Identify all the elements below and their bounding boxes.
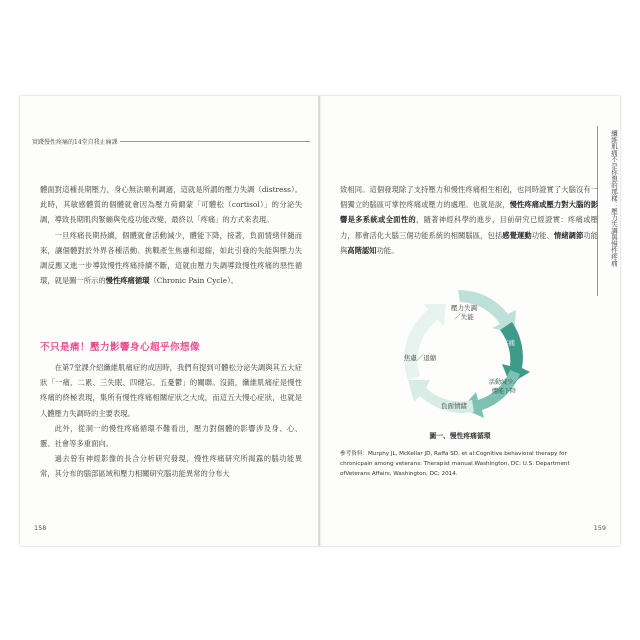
left-body-bottom (40, 360, 302, 482)
text-run: 致相同。這個發現除了支持壓力和慢性疼痛相生相剋，也同時證實了大腦沒有一個獨立的腦區可掌控疼痛或壓力的處理。也就是說， (340, 185, 598, 210)
section-heading: 不只是痛！壓力影響身心超乎你想像 (40, 342, 201, 353)
page-number: 158 (34, 524, 47, 532)
paragraph (40, 228, 302, 289)
left-body-top (40, 182, 302, 288)
running-head: 實踐慢性疼痛的14堂自我止痛課 (32, 139, 118, 146)
paragraph (340, 182, 598, 258)
emphasis-text: 感覺運動 (502, 230, 532, 240)
segment-label: 慢性疼痛 (489, 339, 515, 347)
emphasis-text: 慢性疼痛或壓力對大腦的影響是多系統或全面性的 (340, 200, 598, 225)
segment-label: 壓力失調 (451, 304, 477, 312)
paragraph: 體面對這種長期壓力，身心無法順利調適，這就是所謂的壓力失調（distress）。此時，其敏感體質的個體就會因為壓力荷爾蒙「可體松（cortisol）」的分泌失調，導致長期肌肉緊繃與免疫功能改變，最終以「疼痛」的方式來表現。 (40, 185, 302, 225)
text-run: ，隨著神經科學的進步，目前研究已經證實：疼痛或壓力，都會活化大腦三個功能系統的相關腦區，包括 (340, 215, 599, 240)
right-body (340, 182, 598, 258)
chronic-pain-cycle-diagram (374, 276, 554, 426)
emphasis-text: 情緒調節 (553, 230, 584, 240)
text-run: 功能。 (376, 245, 399, 255)
right-page (320, 96, 620, 546)
left-page (20, 96, 320, 546)
emphasis-text: 高階認知 (347, 245, 377, 255)
paragraph: 此外，從洞一的慢性疼痛循環不難看出，壓力對個體的影響涉及身、心、靈、社會等多重面向。 (40, 423, 302, 449)
segment-label: 活動減少／ (488, 379, 520, 386)
segment-label: 負面情緒 (441, 402, 467, 410)
segment-label: ／失能 (454, 313, 474, 321)
figure-caption: 圖一、慢性疼痛循環 (429, 432, 491, 440)
text-run: 功能、 (531, 230, 554, 240)
paragraph: 在第7堂課介紹纖維肌痛症的成因時，我們有提到可體松分泌失調與其五大症狀「一痛、二累、三失眠、四健忘、五憂鬱」的關聯。沒錯，纖維肌痛症是慢性疼痛的終極表現，集所有慢性疼痛相關症狀之大成，而這五大慢心症狀，也就是人體壓力失調時的主要表現。 (40, 363, 302, 418)
paragraph-text: 一旦疼痛長期持續，個體就會活動減少，體能下降，接著，負面情緒伴隨而來，讓個體對於外界各種活動、挑戰產生焦慮和退縮，如此引發的失能與壓力失調反應又進一步導致慢性疼痛持續不斷，這就由壓力失調導致慢性疼痛的惡性循環，就是圖一所示的 (40, 230, 302, 286)
cycle-term-en: （Chronic Pain Cycle）。 (149, 276, 239, 286)
chapter-side-tab (597, 126, 620, 296)
paragraph: 過去曾有神經影像的長合分析研究發現，慢性疼痛研究所揭露的腦功能異常，其分布的腦部區域和壓力相關研究腦功能異常的分布大 (40, 454, 302, 479)
book-gutter (318, 96, 322, 546)
figure-reference: 參考資料：Murphy JL, McKellar JD, Raffa SD, et al:Cognitive behavioral therapy for chronicpain among veterans: Therapist manual.Washington, DC: U.S. Department ofVeterans Affairs, Washington, DC; 2014. (340, 451, 570, 477)
cycle-term: 慢性疼痛循環 (105, 276, 150, 286)
text-run: 功能與 (340, 230, 599, 255)
page-number: 159 (593, 524, 606, 532)
chapter-tab-text: 纖維肌痛不是你想的那樣：壓力失調與慢性疼痛 (610, 130, 618, 267)
cycle-arrow-left (404, 304, 446, 380)
header-rule (120, 141, 310, 142)
segment-label: 焦慮／退縮 (403, 354, 437, 362)
segment-label: 體能下降 (491, 388, 517, 395)
